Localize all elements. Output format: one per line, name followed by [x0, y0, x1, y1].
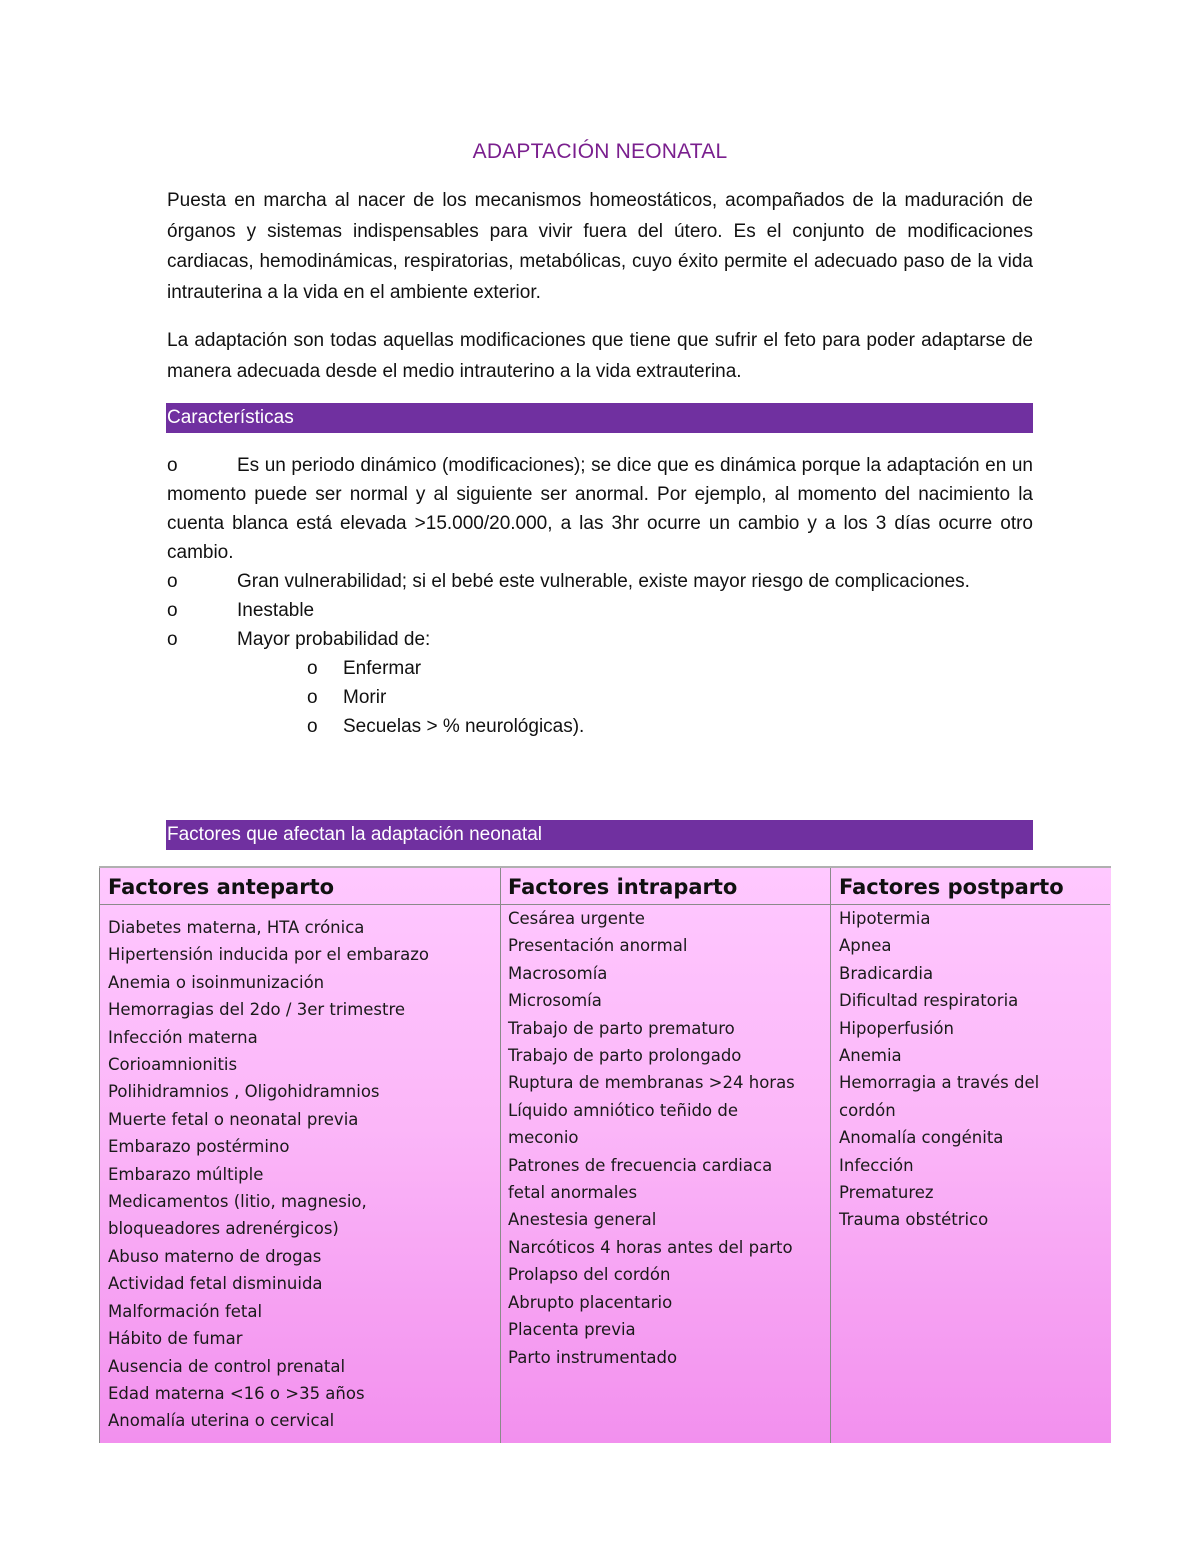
- table-cell-item: Patrones de frecuencia cardiaca: [508, 1155, 773, 1175]
- section-heading-caracteristicas: Características: [166, 403, 1033, 433]
- document-title: ADAPTACIÓN NEONATAL: [472, 140, 728, 163]
- intraparto-list: [508, 905, 826, 1371]
- table-cell-item: Microsomía: [508, 991, 602, 1011]
- sub-list-item-text: Secuelas > % neurológicas).: [343, 716, 585, 737]
- table-column-postparto: [831, 868, 1110, 1443]
- table-cell-item: Actividad fetal disminuida: [108, 1274, 323, 1294]
- table-cell-item: Anemia: [839, 1046, 902, 1066]
- table-cell-item: Hemorragias del 2do / 3er trimestre: [108, 1000, 406, 1020]
- table-cell-item: Infección: [839, 1155, 914, 1175]
- table-cell-item: Hemorragia a través del: [839, 1073, 1040, 1093]
- table-cell-item: Trabajo de parto prematuro: [508, 1018, 735, 1038]
- table-header-intraparto: Factores intraparto: [500, 868, 830, 905]
- bullet-marker: o: [307, 658, 318, 679]
- table-cell-item: Hipoperfusión: [839, 1018, 954, 1038]
- table-cell-item: Parto instrumentado: [508, 1347, 678, 1367]
- list-item-text: Inestable: [237, 600, 315, 621]
- table-cell-item: Dificultad respiratoria: [839, 991, 1019, 1011]
- bullet-marker: o: [307, 687, 318, 708]
- bullet-marker: o: [167, 455, 178, 476]
- list-item-text: Gran vulnerabilidad; si el bebé este vulnerable, existe mayor riesgo de complicaciones.: [237, 571, 970, 592]
- table-cell-item: Polihidramnios , Oligohidramnios: [108, 1082, 380, 1102]
- table-cell-item: cordón: [839, 1100, 896, 1120]
- table-cell-item: Corioamnionitis: [108, 1055, 238, 1075]
- table-cell-item: Hábito de fumar: [108, 1329, 243, 1349]
- sub-list-item-text: Morir: [343, 687, 387, 708]
- sub-list-item: [167, 654, 1033, 683]
- sub-list: [167, 654, 1033, 741]
- factors-table: [99, 866, 1111, 1443]
- list-item-text: Mayor probabilidad de:: [237, 629, 431, 650]
- characteristics-list: [167, 451, 1033, 741]
- list-item: [167, 596, 1033, 625]
- intro-paragraph-1: Puesta en marcha al nacer de los mecanismos homeostáticos, acompañados de la maduración de órganos y sistemas indispensables para vivir fuera del útero. Es el conjunto de modificaciones cardiacas, hemodinámicas, respiratorias, metabólicas, cuyo éxito permite el adecuado paso de la vida intrauterina a la vida en el ambiente exterior.: [167, 190, 1033, 303]
- table-cell-item: Anemia o isoinmunización: [108, 972, 325, 992]
- table-cell-item: Diabetes materna, HTA crónica: [108, 918, 365, 937]
- table-cell-item: Trauma obstétrico: [839, 1210, 989, 1230]
- table-cell-item: Bradicardia: [839, 963, 934, 983]
- table-cell-item: Cesárea urgente: [508, 909, 645, 928]
- table-cell-item: Anomalía congénita: [839, 1128, 1004, 1148]
- section-heading-factores: Factores que afectan la adaptación neonatal: [166, 820, 1033, 850]
- table-cell-item: Hipertensión inducida por el embarazo: [108, 945, 429, 965]
- table-cell-item: Anestesia general: [508, 1210, 657, 1230]
- table-cell-item: Presentación anormal: [508, 936, 688, 956]
- table-cell-item: Abrupto placentario: [508, 1292, 673, 1312]
- table-cell-item: Trabajo de parto prolongado: [508, 1046, 742, 1066]
- table-cell-item: Líquido amniótico teñido de: [508, 1100, 738, 1120]
- table-cell-item: Muerte fetal o neonatal previa: [108, 1109, 359, 1129]
- sub-list-item: [167, 683, 1033, 712]
- table-cell-item: Prematurez: [839, 1183, 934, 1203]
- list-item: [167, 451, 1033, 567]
- sub-list-item-text: Enfermar: [343, 658, 422, 679]
- table-cell-item: Embarazo postérmino: [108, 1137, 290, 1157]
- table-cell-item: Hipotermia: [839, 909, 931, 928]
- table-cell-item: meconio: [508, 1128, 579, 1148]
- table-cell-item: Macrosomía: [508, 963, 608, 983]
- table-column-anteparto: [99, 868, 501, 1443]
- bullet-marker: o: [167, 629, 178, 650]
- bullet-marker: o: [307, 716, 318, 737]
- anteparto-list: [108, 914, 496, 1435]
- table-header-anteparto: Factores anteparto: [100, 868, 500, 905]
- bullet-marker: o: [167, 600, 178, 621]
- list-item-text: Es un periodo dinámico (modificaciones); se dice que es dinámica porque la adaptación en un momento puede ser normal y al siguiente ser anormal. Por ejemplo, al momento del nacimiento la cuenta blanca está elevada >15.000/20.000, a las 3hr ocurre un cambio y a los 3 días ocurre otro cambio.: [167, 455, 1033, 563]
- table-cell-item: Malformación fetal: [108, 1301, 263, 1321]
- list-item: [167, 625, 1033, 654]
- table-cell-item: bloqueadores adrenérgicos): [108, 1219, 339, 1239]
- table-header-postparto: Factores postparto: [831, 868, 1110, 905]
- postparto-list: [839, 905, 1106, 1234]
- table-cell-item: Ausencia de control prenatal: [108, 1356, 346, 1376]
- table-cell-item: fetal anormales: [508, 1183, 638, 1203]
- table-cell-item: Embarazo múltiple: [108, 1164, 264, 1184]
- table-cell-item: Narcóticos 4 horas antes del parto: [508, 1237, 793, 1257]
- sub-list-item: [167, 712, 1033, 741]
- table-cell-item: Prolapso del cordón: [508, 1265, 671, 1285]
- table-cell-item: Ruptura de membranas >24 horas: [508, 1073, 795, 1093]
- table-cell-item: Placenta previa: [508, 1320, 636, 1340]
- intro-paragraph-2: La adaptación son todas aquellas modificaciones que tiene que sufrir el feto para poder adaptarse de manera adecuada desde el medio intrauterino a la vida extrauterina.: [167, 330, 1033, 382]
- list-item: [167, 567, 1033, 596]
- table-cell-item: Apnea: [839, 936, 892, 956]
- table-cell-item: Infección materna: [108, 1027, 258, 1047]
- bullet-marker: o: [167, 571, 178, 592]
- sub-list-container: [167, 654, 1033, 741]
- table-cell-item: Abuso materno de drogas: [108, 1246, 322, 1266]
- table-column-intraparto: [500, 868, 831, 1443]
- table-cell-item: Medicamentos (litio, magnesio,: [108, 1192, 367, 1212]
- table-cell-item: Anomalía uterina o cervical: [108, 1411, 335, 1431]
- table-cell-item: Edad materna <16 o >35 años: [108, 1383, 365, 1403]
